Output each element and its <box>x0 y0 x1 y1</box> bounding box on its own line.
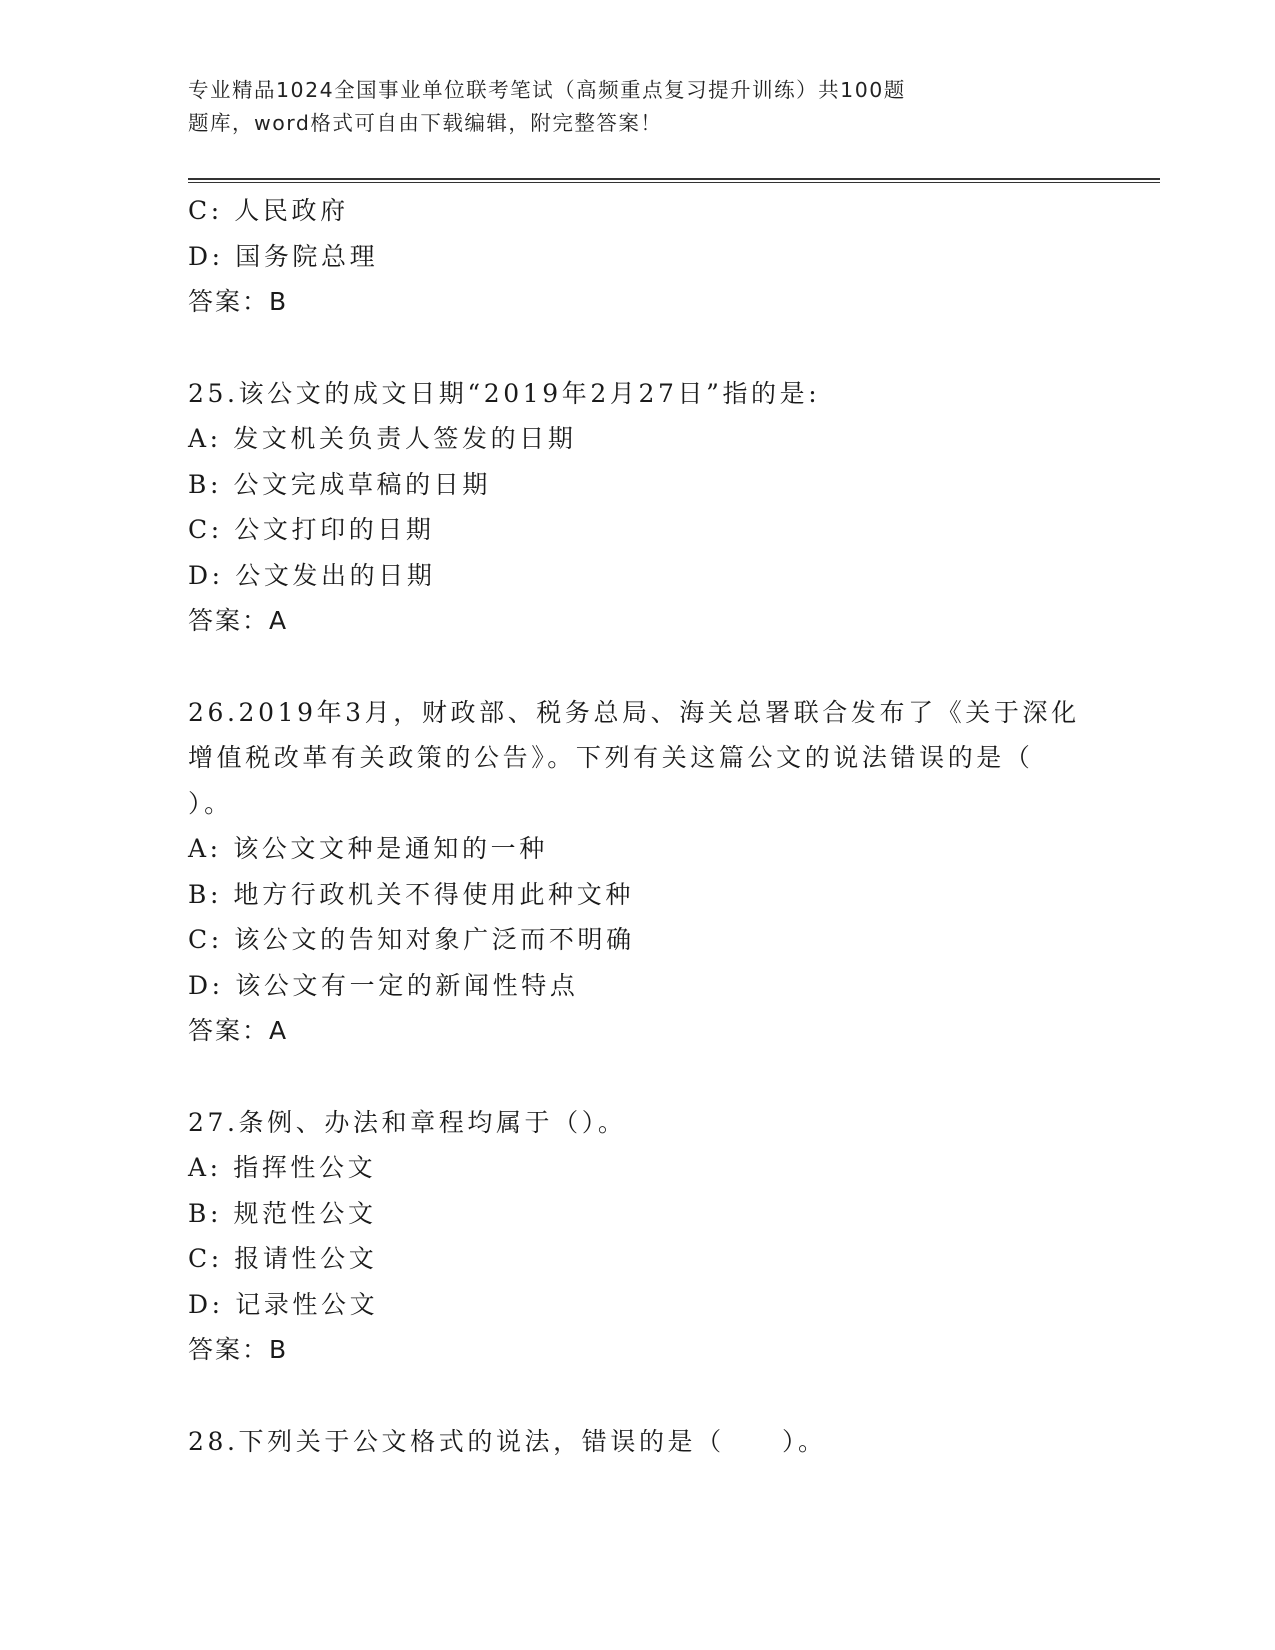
option-b: B: 规范性公文 <box>188 1198 377 1228</box>
question-24-continuation <box>188 188 1118 325</box>
option-b: B: 地方行政机关不得使用此种文种 <box>188 879 634 909</box>
spacer <box>188 1373 1118 1419</box>
option-c: C: 公文打印的日期 <box>188 515 435 544</box>
option-a: A: 该公文文种是通知的一种 <box>188 834 548 863</box>
option-d: D: 记录性公文 <box>188 1289 379 1319</box>
answer-line: 答案：B <box>188 287 289 316</box>
question-text-line-1: 26.2019年3月，财政部、税务总局、海关总署联合发布了《关于深化 <box>188 697 1080 727</box>
spacer <box>188 644 1118 690</box>
option-c: C: 报请性公文 <box>188 1244 378 1273</box>
question-text: 25.该公文的成文日期“2019年2月27日”指的是: <box>188 378 821 408</box>
question-25 <box>188 371 1118 644</box>
option-c: C: 人民政府 <box>188 196 349 225</box>
question-text: 28.下列关于公文格式的说法，错误的是（ ）。 <box>188 1426 827 1456</box>
header-line-1: 专业精品1024全国事业单位联考笔试（高频重点复习提升训练）共100题 <box>188 78 906 102</box>
option-d: D: 该公文有一定的新闻性特点 <box>188 970 579 1000</box>
option-b: B: 公文完成草稿的日期 <box>188 469 491 499</box>
option-a: A: 指挥性公文 <box>188 1153 377 1182</box>
spacer <box>188 325 1118 371</box>
question-26 <box>188 690 1118 1054</box>
question-text-line-3: ）。 <box>188 788 233 818</box>
answer-line: 答案：B <box>188 1335 289 1364</box>
option-d: D: 公文发出的日期 <box>188 560 436 590</box>
spacer <box>188 1054 1118 1100</box>
option-c: C: 该公文的告知对象广泛而不明确 <box>188 925 635 954</box>
option-d: D: 国务院总理 <box>188 241 379 271</box>
question-27 <box>188 1100 1118 1373</box>
question-28 <box>188 1419 1118 1465</box>
header-line-2: 题库，word格式可自由下载编辑，附完整答案！ <box>188 111 663 135</box>
document-body <box>188 188 1118 1464</box>
header-divider <box>188 178 1160 183</box>
document-header <box>188 74 1068 140</box>
question-text: 27.条例、办法和章程均属于（）。 <box>188 1107 627 1137</box>
option-a: A: 发文机关负责人签发的日期 <box>188 424 577 453</box>
answer-line: 答案：A <box>188 1016 289 1045</box>
answer-line: 答案：A <box>188 606 289 635</box>
question-text-line-2: 增值税改革有关政策的公告》。下列有关这篇公文的说法错误的是（ <box>188 743 1034 772</box>
